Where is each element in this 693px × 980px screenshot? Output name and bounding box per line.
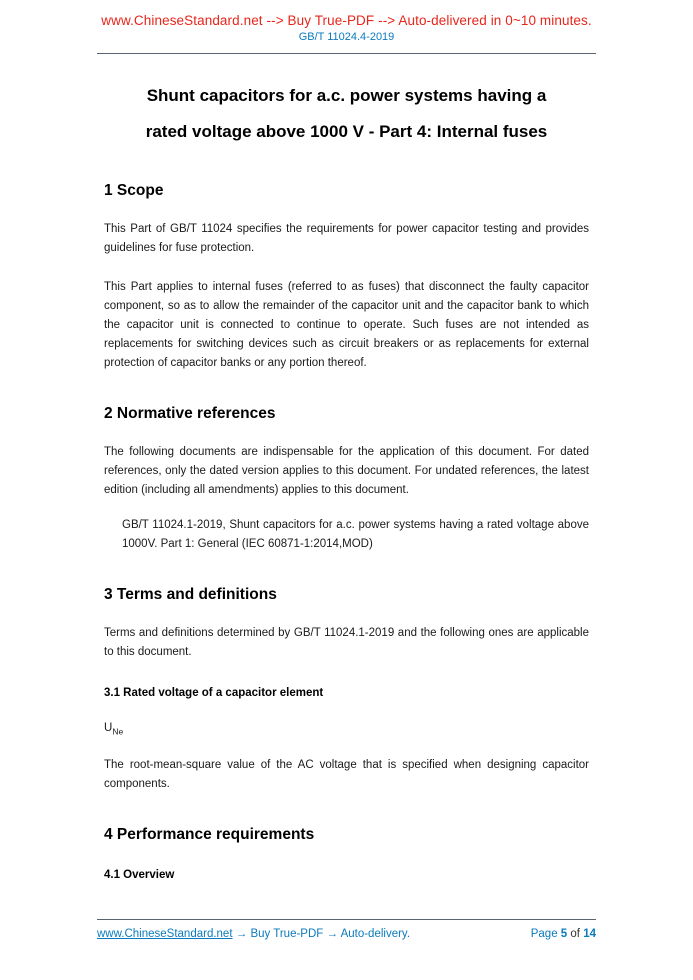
document-title xyxy=(104,78,589,150)
symbol-subscript: Ne xyxy=(112,726,124,737)
footer-divider xyxy=(97,919,596,920)
sub-heading-overview: 4.1 Overview xyxy=(104,869,175,882)
right-arrow-icon: → xyxy=(235,928,248,940)
document-title-line2: rated voltage above 1000 V - Part 4: Internal fuses xyxy=(145,122,548,141)
of-label: of xyxy=(570,928,580,940)
header-divider xyxy=(97,53,596,54)
page-number: 5 xyxy=(560,928,568,940)
normative-paragraph-1: The following documents are indispensable for the application of this document. For dated references, only the dated version applies to this document. For undated references, the latest edition (including all amendments) applies to this document. xyxy=(104,446,589,496)
footer-delivery-text: Auto-delivery. xyxy=(340,928,411,940)
terms-paragraph-1: Terms and definitions determined by GB/T 11024.1-2019 and the following ones are applicable to this document. xyxy=(104,627,589,658)
section-heading-normative-references: 2 Normative references xyxy=(104,405,276,422)
sub-heading-rated-voltage: 3.1 Rated voltage of a capacitor element xyxy=(104,687,324,699)
section-heading-terms: 3 Terms and definitions xyxy=(104,586,277,603)
page-footer xyxy=(0,919,693,940)
page-indicator xyxy=(531,928,596,940)
symbol-base: U xyxy=(104,722,113,734)
terms-paragraph-2: The root-mean-square value of the AC voltage that is specified when designing capacitor components. xyxy=(104,759,589,791)
footer-site-link[interactable]: www.ChineseStandard.net xyxy=(97,928,233,940)
normative-reference-entry: GB/T 11024.1-2019, Shunt capacitors for a.c. power systems having a rated voltage above 1000V. Part 1: General (IEC 60871-1:2014,MOD) xyxy=(122,519,589,550)
section-heading-scope: 1 Scope xyxy=(104,182,164,199)
footer-buy-text: Buy True-PDF xyxy=(250,928,324,940)
scope-paragraph-1: This Part of GB/T 11024 specifies the requirements for power capacitor testing and provides guidelines for fuse protection. xyxy=(104,223,589,254)
section-heading-performance: 4 Performance requirements xyxy=(104,826,315,844)
promo-banner-link[interactable]: www.ChineseStandard.net --> Buy True-PDF --> Auto-delivered in 0~10 minutes. xyxy=(101,13,592,28)
page-label: Page xyxy=(530,928,558,940)
document-number: GB/T 11024.4-2019 xyxy=(298,31,395,43)
right-arrow-icon: → xyxy=(326,928,338,940)
footer-promo xyxy=(97,928,410,940)
document-title-line1: Shunt capacitors for a.c. power systems having a xyxy=(146,86,547,105)
scope-paragraph-2: This Part applies to internal fuses (referred to as fuses) that disconnect the faulty capacitor component, so as to allow the remainder of the capacitor unit and the capacitor bank to which the capacitor unit is connected to continue to operate. Such fuses are not intended as replacements for switching devices such as circuit breakers or as replacements for external protection of capacitor banks or any portion thereof. xyxy=(104,281,589,369)
total-pages: 14 xyxy=(583,928,596,940)
page-body xyxy=(0,78,693,881)
symbol-une xyxy=(104,722,589,736)
